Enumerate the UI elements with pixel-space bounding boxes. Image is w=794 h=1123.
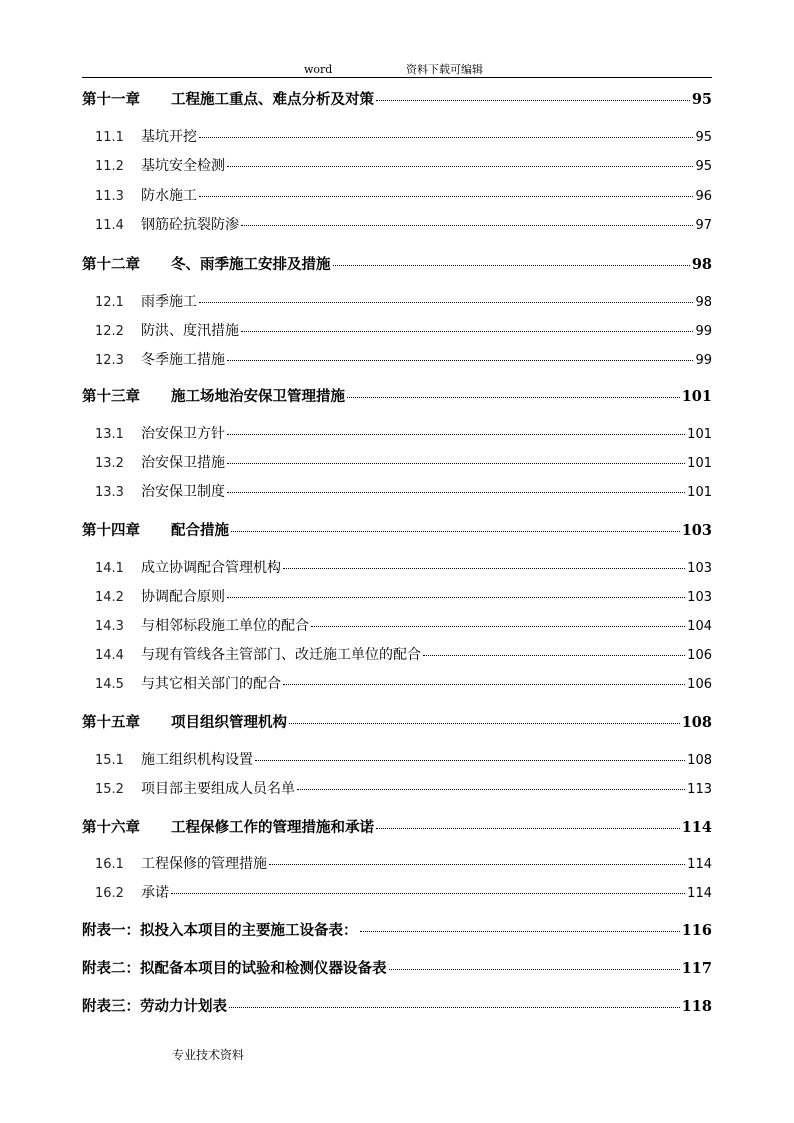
- toc-entry-title: 工程保修工作的管理措施和承诺: [171, 819, 374, 836]
- toc-entry-title: 工程保修的管理措施: [141, 856, 267, 872]
- toc-entry-title: 项目组织管理机构: [171, 714, 287, 731]
- toc-entry-title: 与其它相关部门的配合: [141, 676, 281, 692]
- page-footer: 专业技术资料: [172, 1048, 245, 1062]
- dot-leader: [171, 893, 685, 894]
- toc-section-entry[interactable]: [82, 586, 712, 610]
- toc-page-number: 106: [687, 648, 712, 663]
- toc-chapter-entry[interactable]: [82, 519, 712, 543]
- page-header: [82, 60, 712, 78]
- toc-section-number: 14.5: [95, 677, 124, 692]
- toc-page-number: 118: [681, 998, 712, 1015]
- toc-entry-title: 与现有管线各主管部门、改迁施工单位的配合: [141, 647, 421, 663]
- toc-section-number: 13.1: [95, 427, 124, 442]
- toc-page-number: 101: [687, 427, 712, 442]
- dot-leader: [311, 626, 685, 627]
- header-left-text: word: [304, 63, 333, 76]
- header-right-text: 资料下载可编辑: [406, 63, 483, 76]
- toc-page-number: 98: [695, 295, 712, 310]
- toc-entry-title: 附表一：拟投入本项目的主要施工设备表：: [82, 922, 358, 939]
- dot-leader: [227, 360, 693, 361]
- toc-section-number: 14.4: [95, 648, 124, 663]
- toc-section-entry[interactable]: [82, 481, 712, 505]
- toc-entry-title: 工程施工重点、难点分析及对策: [171, 91, 374, 108]
- toc-chapter-number: 第十三章: [82, 388, 140, 405]
- dot-leader: [199, 302, 693, 303]
- dot-leader: [376, 828, 680, 829]
- toc-page-number: 98: [691, 256, 712, 273]
- toc-entry-title: 冬季施工措施: [141, 352, 225, 368]
- toc-page-number: 104: [687, 619, 712, 634]
- toc-section-number: 14.2: [95, 590, 124, 605]
- toc-chapter-entry[interactable]: [82, 253, 712, 277]
- dot-leader: [423, 655, 685, 656]
- toc-section-number: 16.1: [95, 857, 124, 872]
- toc-page-number: 106: [687, 677, 712, 692]
- dot-leader: [333, 265, 690, 266]
- toc-page-number: 117: [681, 960, 712, 977]
- toc-page-number: 114: [681, 819, 712, 836]
- toc-section-entry[interactable]: [82, 155, 712, 179]
- toc-chapter-number: 第十四章: [82, 522, 140, 539]
- toc-chapter-number: 第十一章: [82, 91, 140, 108]
- dot-leader: [360, 931, 680, 932]
- dot-leader: [227, 166, 693, 167]
- toc-entry-title: 附表三：劳动力计划表: [82, 998, 227, 1015]
- toc-appendix-entry[interactable]: [82, 995, 712, 1019]
- dot-leader: [347, 397, 680, 398]
- toc-section-entry[interactable]: [82, 291, 712, 315]
- toc-section-entry[interactable]: [82, 320, 712, 344]
- dot-leader: [231, 531, 680, 532]
- dot-leader: [297, 789, 685, 790]
- toc-section-number: 12.1: [95, 295, 124, 310]
- toc-page-number: 108: [687, 753, 712, 768]
- toc-page-number: 99: [695, 353, 712, 368]
- toc-section-number: 16.2: [95, 886, 124, 901]
- dot-leader: [283, 684, 685, 685]
- toc-section-entry[interactable]: [82, 882, 712, 906]
- toc-appendix-entry[interactable]: [82, 919, 712, 943]
- toc-section-number: 11.4: [95, 218, 124, 233]
- toc-page-number: 95: [691, 91, 712, 108]
- toc-section-entry[interactable]: [82, 778, 712, 802]
- toc-page-number: 99: [695, 324, 712, 339]
- dot-leader: [199, 137, 693, 138]
- toc-section-entry[interactable]: [82, 423, 712, 447]
- toc-page-number: 103: [681, 522, 712, 539]
- toc-section-number: 11.2: [95, 159, 124, 174]
- toc-section-entry[interactable]: [82, 615, 712, 639]
- toc-page-number: 113: [687, 782, 712, 797]
- toc-section-number: 11.3: [95, 189, 124, 204]
- dot-leader: [241, 225, 693, 226]
- toc-section-entry[interactable]: [82, 853, 712, 877]
- toc-entry-title: 附表二：拟配备本项目的试验和检测仪器设备表: [82, 960, 387, 977]
- toc-chapter-entry[interactable]: [82, 88, 712, 112]
- toc-entry-title: 治安保卫措施: [141, 455, 225, 471]
- toc-page-number: 101: [687, 456, 712, 471]
- toc-section-entry[interactable]: [82, 557, 712, 581]
- dot-leader: [199, 196, 693, 197]
- toc-page-number: 116: [681, 922, 712, 939]
- toc-section-entry[interactable]: [82, 452, 712, 476]
- toc-page-number: 101: [687, 485, 712, 500]
- toc-section-number: 15.2: [95, 782, 124, 797]
- dot-leader: [227, 492, 685, 493]
- toc-section-entry[interactable]: [82, 126, 712, 150]
- toc-chapter-entry[interactable]: [82, 711, 712, 735]
- toc-entry-title: 防洪、度汛措施: [141, 323, 239, 339]
- toc-entry-title: 治安保卫方针: [141, 426, 225, 442]
- toc-page-number: 108: [681, 714, 712, 731]
- toc-entry-title: 成立协调配合管理机构: [141, 560, 281, 576]
- toc-section-entry[interactable]: [82, 185, 712, 209]
- toc-section-number: 13.3: [95, 485, 124, 500]
- dot-leader: [289, 723, 680, 724]
- toc-page-number: 95: [695, 159, 712, 174]
- toc-page-number: 103: [687, 561, 712, 576]
- toc-entry-title: 钢筋砼抗裂防渗: [141, 217, 239, 233]
- toc-entry-title: 承诺: [141, 885, 169, 901]
- toc-entry-title: 项目部主要组成人员名单: [141, 781, 295, 797]
- toc-section-number: 15.1: [95, 753, 124, 768]
- toc-page-number: 101: [681, 388, 712, 405]
- toc-appendix-entry[interactable]: [82, 957, 712, 981]
- toc-chapter-entry[interactable]: [82, 385, 712, 409]
- toc-chapter-number: 第十二章: [82, 256, 140, 273]
- dot-leader: [283, 568, 685, 569]
- toc-page-number: 95: [695, 130, 712, 145]
- toc-page-number: 103: [687, 590, 712, 605]
- dot-leader: [229, 1007, 680, 1008]
- toc-section-number: 14.1: [95, 561, 124, 576]
- toc-entry-title: 基坑安全检测: [141, 158, 225, 174]
- toc-entry-title: 冬、雨季施工安排及措施: [171, 256, 331, 273]
- dot-leader: [269, 864, 685, 865]
- dot-leader: [227, 434, 685, 435]
- toc-section-entry[interactable]: [82, 214, 712, 238]
- toc-page-number: 97: [695, 218, 712, 233]
- toc-section-number: 11.1: [95, 130, 124, 145]
- toc-page-number: 114: [687, 886, 712, 901]
- toc-chapter-number: 第十五章: [82, 714, 140, 731]
- toc-section-entry[interactable]: [82, 349, 712, 373]
- dot-leader: [376, 100, 690, 101]
- dot-leader: [241, 331, 693, 332]
- toc-section-entry[interactable]: [82, 749, 712, 773]
- toc-chapter-entry[interactable]: [82, 816, 712, 840]
- toc-entry-title: 施工场地治安保卫管理措施: [171, 388, 345, 405]
- toc-entry-title: 防水施工: [141, 188, 197, 204]
- toc-page-number: 96: [695, 189, 712, 204]
- toc-entry-title: 施工组织机构设置: [141, 752, 253, 768]
- toc-section-entry[interactable]: [82, 644, 712, 668]
- toc-section-number: 12.2: [95, 324, 124, 339]
- toc-section-number: 13.2: [95, 456, 124, 471]
- toc-entry-title: 配合措施: [171, 522, 229, 539]
- toc-entry-title: 协调配合原则: [141, 589, 225, 605]
- toc-section-entry[interactable]: [82, 673, 712, 697]
- toc-section-number: 14.3: [95, 619, 124, 634]
- dot-leader: [389, 969, 680, 970]
- dot-leader: [227, 463, 685, 464]
- dot-leader: [227, 597, 685, 598]
- toc-chapter-number: 第十六章: [82, 819, 140, 836]
- toc-entry-title: 基坑开挖: [141, 129, 197, 145]
- toc-entry-title: 治安保卫制度: [141, 484, 225, 500]
- toc-section-number: 12.3: [95, 353, 124, 368]
- toc-page-number: 114: [687, 857, 712, 872]
- dot-leader: [255, 760, 685, 761]
- toc-entry-title: 与相邻标段施工单位的配合: [141, 618, 309, 634]
- toc-entry-title: 雨季施工: [141, 294, 197, 310]
